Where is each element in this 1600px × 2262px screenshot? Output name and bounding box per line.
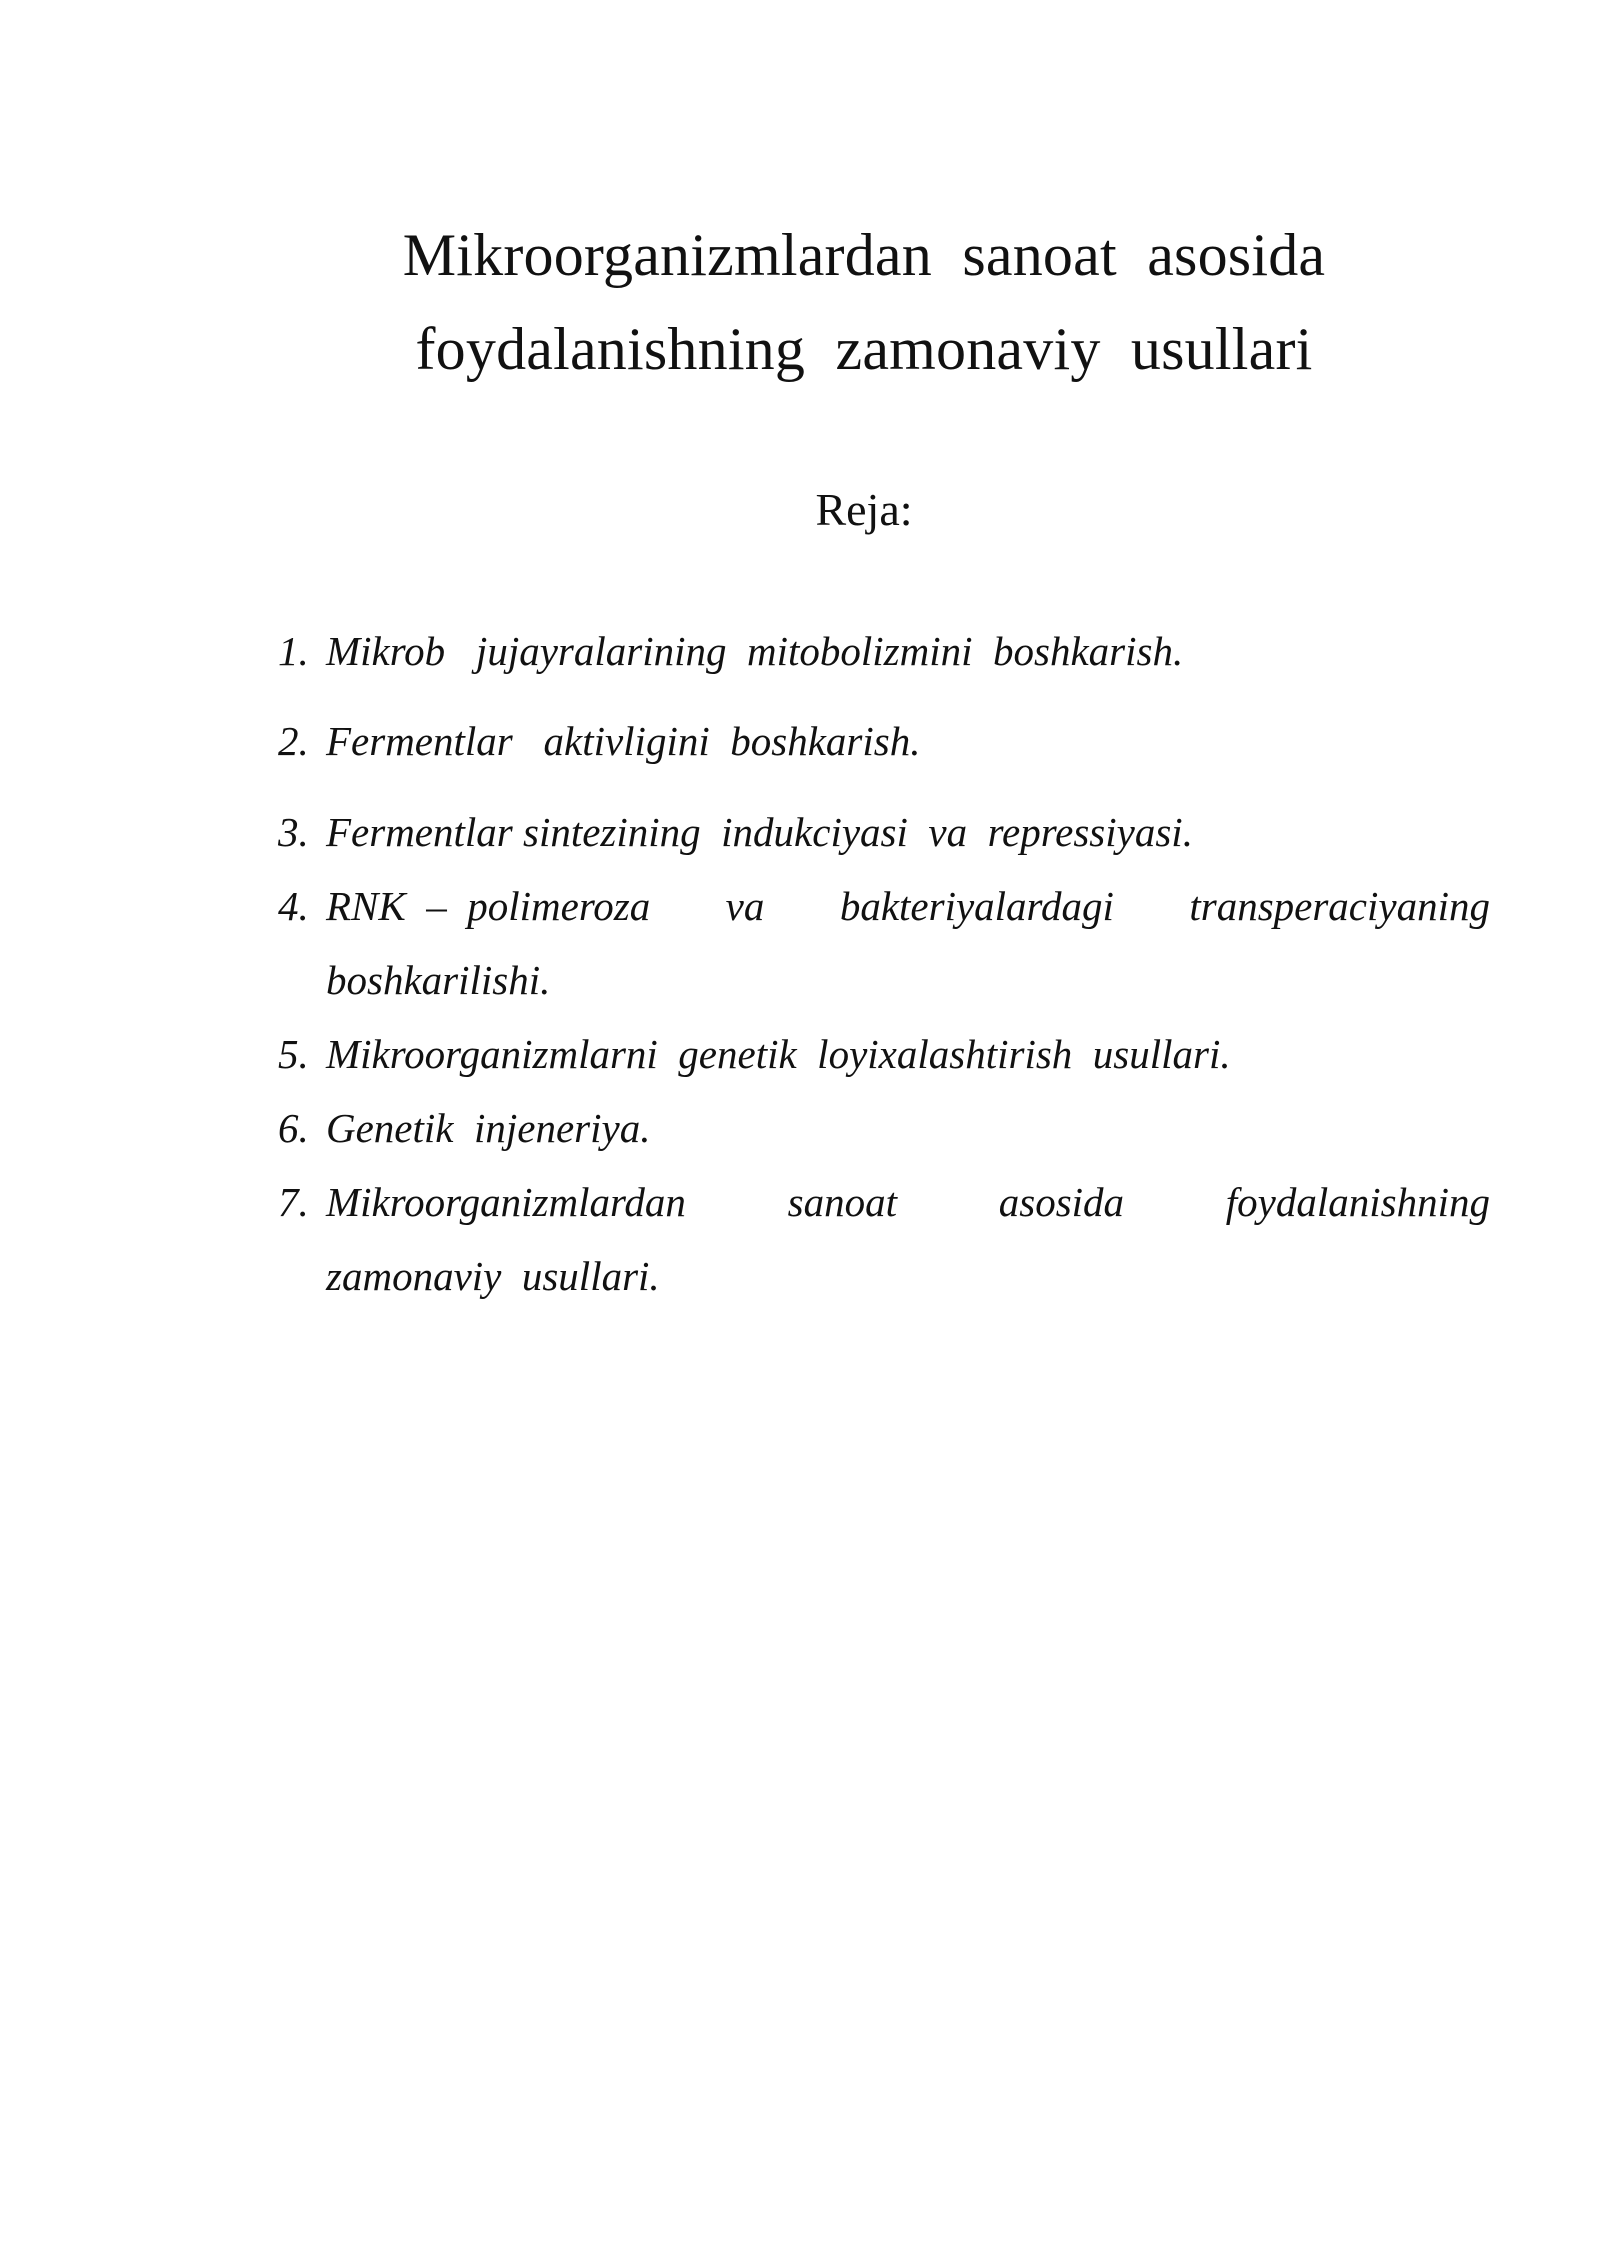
plan-heading: Reja: — [815, 484, 913, 535]
plan-item-word: bakteriyalardagi — [839, 883, 1114, 929]
plan-item-text: Fermentlar aktivligini boshkarish. — [326, 718, 921, 764]
title-line-2: foydalanishning zamonaviy usullari — [415, 316, 1313, 382]
plan-item-number: 7. — [278, 1179, 309, 1225]
plan-item-text: Mikroorganizmlarni genetik loyixalashtirish usullari. — [326, 1031, 1231, 1077]
plan-item-number: 6. — [278, 1105, 309, 1151]
plan-item-number: 1. — [278, 628, 309, 674]
plan-item-word: va — [725, 883, 765, 929]
plan-item-number: 3. — [278, 809, 309, 855]
plan-item-number: 4. — [278, 883, 309, 929]
plan-item-number: 2. — [278, 718, 309, 764]
title-line-1: Mikroorganizmlardan sanoat asosida — [402, 222, 1326, 288]
plan-item-text: Fermentlar sintezining indukciyasi va repressiyasi. — [326, 809, 1193, 855]
document-title — [0, 208, 1600, 396]
plan-item-text — [326, 869, 1490, 943]
plan-item-continuation: zamonaviy usullari. — [326, 1253, 660, 1299]
plan-item-text — [326, 1165, 1490, 1239]
plan-item-word: sanoat — [787, 1179, 897, 1225]
plan-item-word: RNK – polimeroza — [326, 883, 651, 929]
plan-item-word: Mikroorganizmlardan — [326, 1179, 686, 1225]
plan-item-continuation: boshkarilishi. — [326, 957, 551, 1003]
plan-item-text: Genetik injeneriya. — [326, 1105, 651, 1151]
plan-item-word: foydalanishning — [1225, 1179, 1490, 1225]
plan-item-number: 5. — [278, 1031, 309, 1077]
plan-item-text: Mikrob jujayralarining mitobolizmini boshkarish. — [326, 628, 1184, 674]
plan-item-word: asosida — [998, 1179, 1125, 1225]
plan-item-word: transperaciyaning — [1189, 883, 1490, 929]
